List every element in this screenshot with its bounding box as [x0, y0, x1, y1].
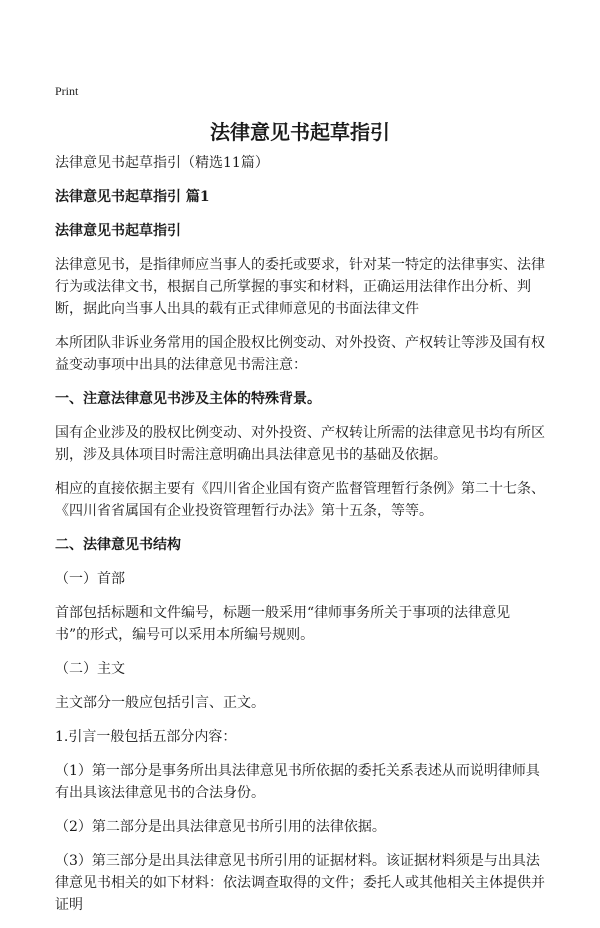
- list-item-2: （2）第二部分是出具法律意见书所引用的法律依据。: [55, 819, 386, 835]
- document-page: [55, 0, 545, 913]
- sub-heading: 法律意见书起草指引: [55, 223, 181, 239]
- paragraph-main-text: 主文部分一般应包括引言、正文。: [55, 695, 265, 711]
- paragraph-state-enterprise: 国有企业涉及的股权比例变动、对外投资、产权转让所需的法律意见书均有所区别，涉及具体项目时需注意明确出具法律意见书的基础及依据。: [55, 425, 545, 463]
- document-body: [55, 152, 545, 928]
- list-item-3: （3）第三部分是出具法律意见书所引用的证据材料。该证据材料须是与出具法律意见书相关的如下材料：依法调查取得的文件；委托人或其他相关主体提供并证明: [55, 853, 545, 913]
- page-title: 法律意见书起草指引: [210, 120, 390, 144]
- list-item-1: （1）第一部分是事务所出具法律意见书所依据的委托关系表述从而说明律师具有出具该法律意见书的合法身份。: [55, 763, 540, 801]
- section-heading: 法律意见书起草指引 篇1: [55, 189, 210, 205]
- paragraph-intro: 1.引言一般包括五部分内容：: [55, 729, 237, 745]
- heading-special-background: 一、注意法律意见书涉及主体的特殊背景。: [55, 391, 321, 407]
- part-header-label: （一）首部: [55, 571, 125, 587]
- paragraph-legal-basis: 相应的直接依据主要有《四川省企业国有资产监督管理暂行条例》第二十七条、《四川省省属国有企业投资管理暂行办法》第十五条，等等。: [55, 481, 545, 519]
- paragraph-team: 本所团队非诉业务常用的国企股权比例变动、对外投资、产权转让等涉及国有权益变动事项中出具的法律意见书需注意：: [55, 335, 545, 373]
- paragraph-definition: 法律意见书，是指律师应当事人的委托或要求，针对某一特定的法律事实、法律行为或法律文书，根据自己所掌握的事实和材料，正确运用法律作出分析、判断，据此向当事人出具的载有正式律师意见的书面法律文件: [55, 257, 545, 317]
- heading-structure: 二、法律意见书结构: [55, 537, 181, 553]
- paragraph-header-part: 首部包括标题和文件编号，标题一般采用“律师事务所关于事项的法律意见书”的形式，编号可以采用本所编号规则。: [55, 605, 511, 643]
- print-link[interactable]: Print: [55, 84, 79, 98]
- document-subtitle: 法律意见书起草指引（精选11篇）: [55, 155, 269, 171]
- part-main-label: （二）主文: [55, 661, 125, 677]
